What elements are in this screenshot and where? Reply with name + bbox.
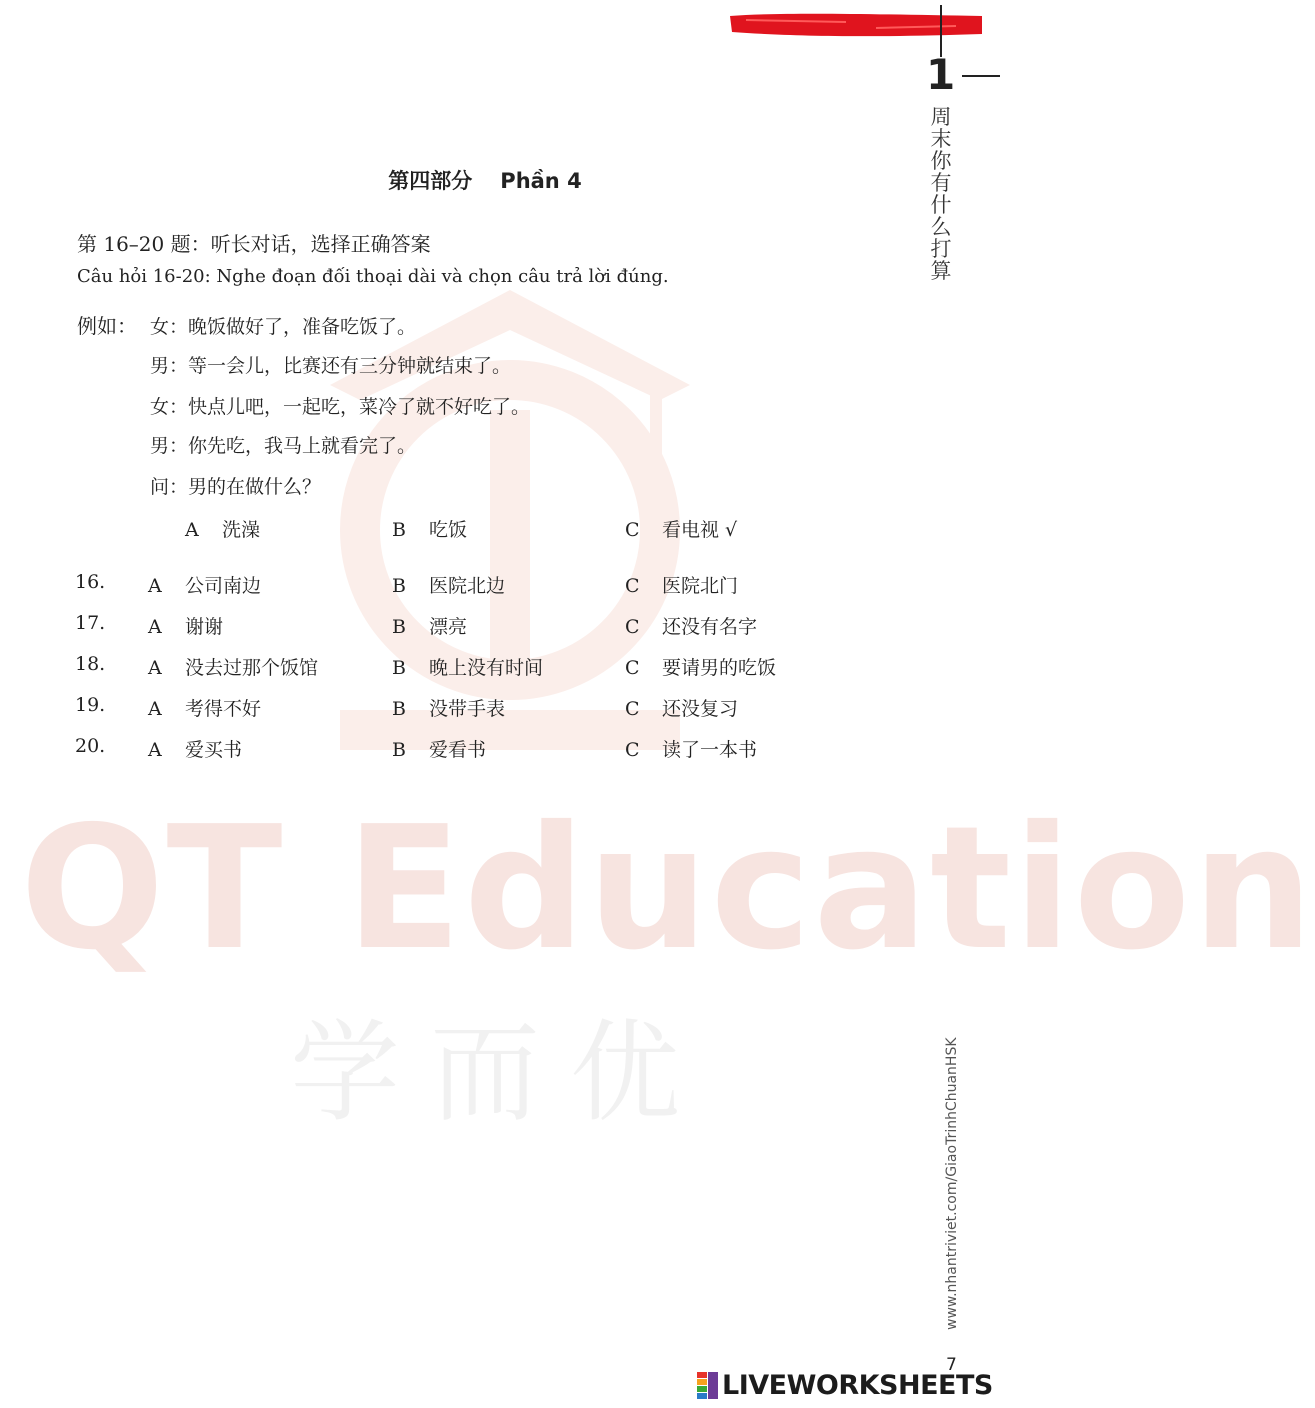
option-c[interactable]: C 还没复习 [625, 698, 739, 720]
instruction-vietnamese: Câu hỏi 16-20: Nghe đoạn đối thoại dài và chọn câu trả lời đúng. [77, 266, 669, 287]
example-line: 女：晚饭做好了，准备吃饭了。 [150, 316, 417, 338]
liveworksheets-brand: LIVEWORKSHEETS [722, 1370, 993, 1401]
page-number: 7 [946, 1355, 957, 1375]
red-pen-stroke [726, 8, 986, 42]
section-title-cn: 第四部分 [388, 169, 473, 193]
example-line: 男：等一会儿，比赛还有三分钟就结束了。 [150, 355, 512, 377]
option-b[interactable]: B 晚上没有时间 [392, 657, 544, 679]
watermark-text: QT Education [20, 790, 1315, 988]
section-title [0, 165, 970, 195]
example-label: 例如： [77, 314, 137, 338]
option-a[interactable]: A 公司南边 [148, 575, 262, 597]
source-url: www.nhantriviet.com/GiaoTrinhChuanHSK [944, 1037, 960, 1330]
chapter-title-vertical: 周末你有什么打算 [930, 105, 952, 283]
option-a[interactable]: A 谢谢 [148, 616, 224, 638]
option-b[interactable]: B 漂亮 [392, 616, 468, 638]
option-b[interactable]: B 爱看书 [392, 739, 487, 761]
liveworksheets-logo-icon [697, 1372, 719, 1400]
option-a[interactable]: A 没去过那个饭馆 [148, 657, 319, 679]
chapter-divider [962, 75, 1000, 77]
example-line: 女：快点儿吧，一起吃，菜冷了就不好吃了。 [150, 396, 531, 418]
option-c[interactable]: C 医院北门 [625, 575, 739, 597]
option-c[interactable]: C 还没有名字 [625, 616, 758, 638]
question-number: 16. [75, 571, 106, 593]
option-c[interactable]: C 要请男的吃饭 [625, 657, 777, 679]
example-question: 问：男的在做什么？ [150, 476, 322, 498]
example-line: 男：你先吃，我马上就看完了。 [150, 435, 417, 457]
example-option-c: C 看电视 √ [625, 519, 738, 541]
question-number: 20. [75, 735, 106, 757]
option-c[interactable]: C 读了一本书 [625, 739, 758, 761]
option-a[interactable]: A 考得不好 [148, 698, 262, 720]
question-number: 17. [75, 612, 106, 634]
watermark-chinese: 学而优 [290, 1009, 710, 1137]
example-option-b: B 吃饭 [392, 519, 468, 541]
example-option-a: A 洗澡 [185, 519, 261, 541]
question-number: 18. [75, 653, 106, 675]
option-b[interactable]: B 医院北边 [392, 575, 506, 597]
question-number: 19. [75, 694, 106, 716]
option-b[interactable]: B 没带手表 [392, 698, 506, 720]
option-a[interactable]: A 爱买书 [148, 739, 243, 761]
chapter-number: 1 [926, 50, 956, 99]
instruction-chinese: 第 16–20 题：听长对话，选择正确答案 [77, 232, 431, 256]
section-title-vn: Phần 4 [500, 169, 582, 193]
